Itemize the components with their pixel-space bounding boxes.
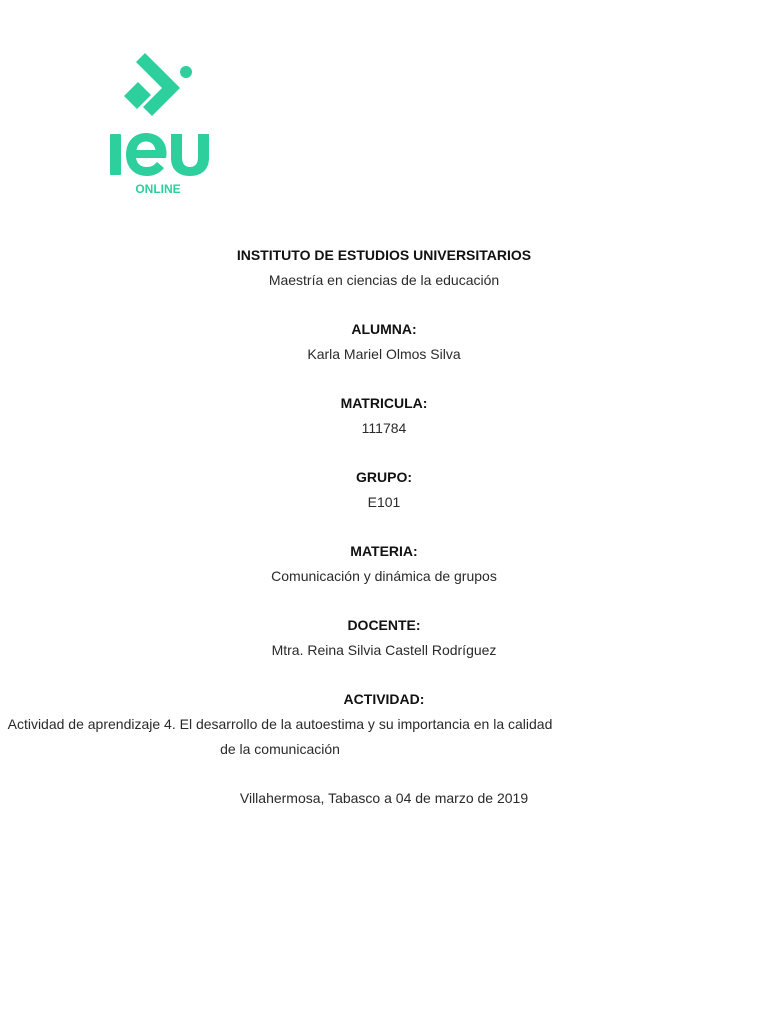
subject-label: MATERIA:: [350, 543, 418, 559]
program-name: Maestría en ciencias de la educación: [268, 272, 500, 288]
activity-title: Actividad de aprendizaje 4. El desarrollo de la autoestima y su importancia en la calidad de la comunicación: [7, 716, 553, 757]
institution-name: INSTITUTO DE ESTUDIOS UNIVERSITARIOS: [236, 247, 532, 263]
teacher-name: Mtra. Reina Silvia Castell Rodríguez: [271, 642, 497, 658]
enrollment-block: [0, 391, 768, 441]
group-block: [0, 465, 768, 515]
group-label: GRUPO:: [356, 469, 412, 485]
enrollment-label: MATRICULA:: [340, 395, 428, 411]
student-block: [0, 317, 768, 367]
ieu-online-logo: [106, 46, 216, 198]
activity-label: ACTIVIDAD:: [343, 691, 425, 707]
enrollment-number: 111784: [361, 420, 407, 436]
place-and-date: Villahermosa, Tabasco a 04 de marzo de 2019: [239, 790, 529, 806]
teacher-block: [0, 613, 768, 663]
institution-block: [0, 243, 768, 293]
teacher-label: DOCENTE:: [347, 617, 421, 633]
cover-page-content: [0, 243, 768, 825]
student-name: Karla Mariel Olmos Silva: [307, 346, 461, 362]
activity-block: [0, 687, 768, 762]
subject-name: Comunicación y dinámica de grupos: [271, 568, 497, 584]
subject-block: [0, 539, 768, 589]
ieu-chevron-logo-icon: [106, 46, 216, 198]
student-label: ALUMNA:: [351, 321, 417, 337]
group-value: E101: [367, 494, 401, 510]
logo-tagline: ONLINE: [135, 182, 181, 196]
